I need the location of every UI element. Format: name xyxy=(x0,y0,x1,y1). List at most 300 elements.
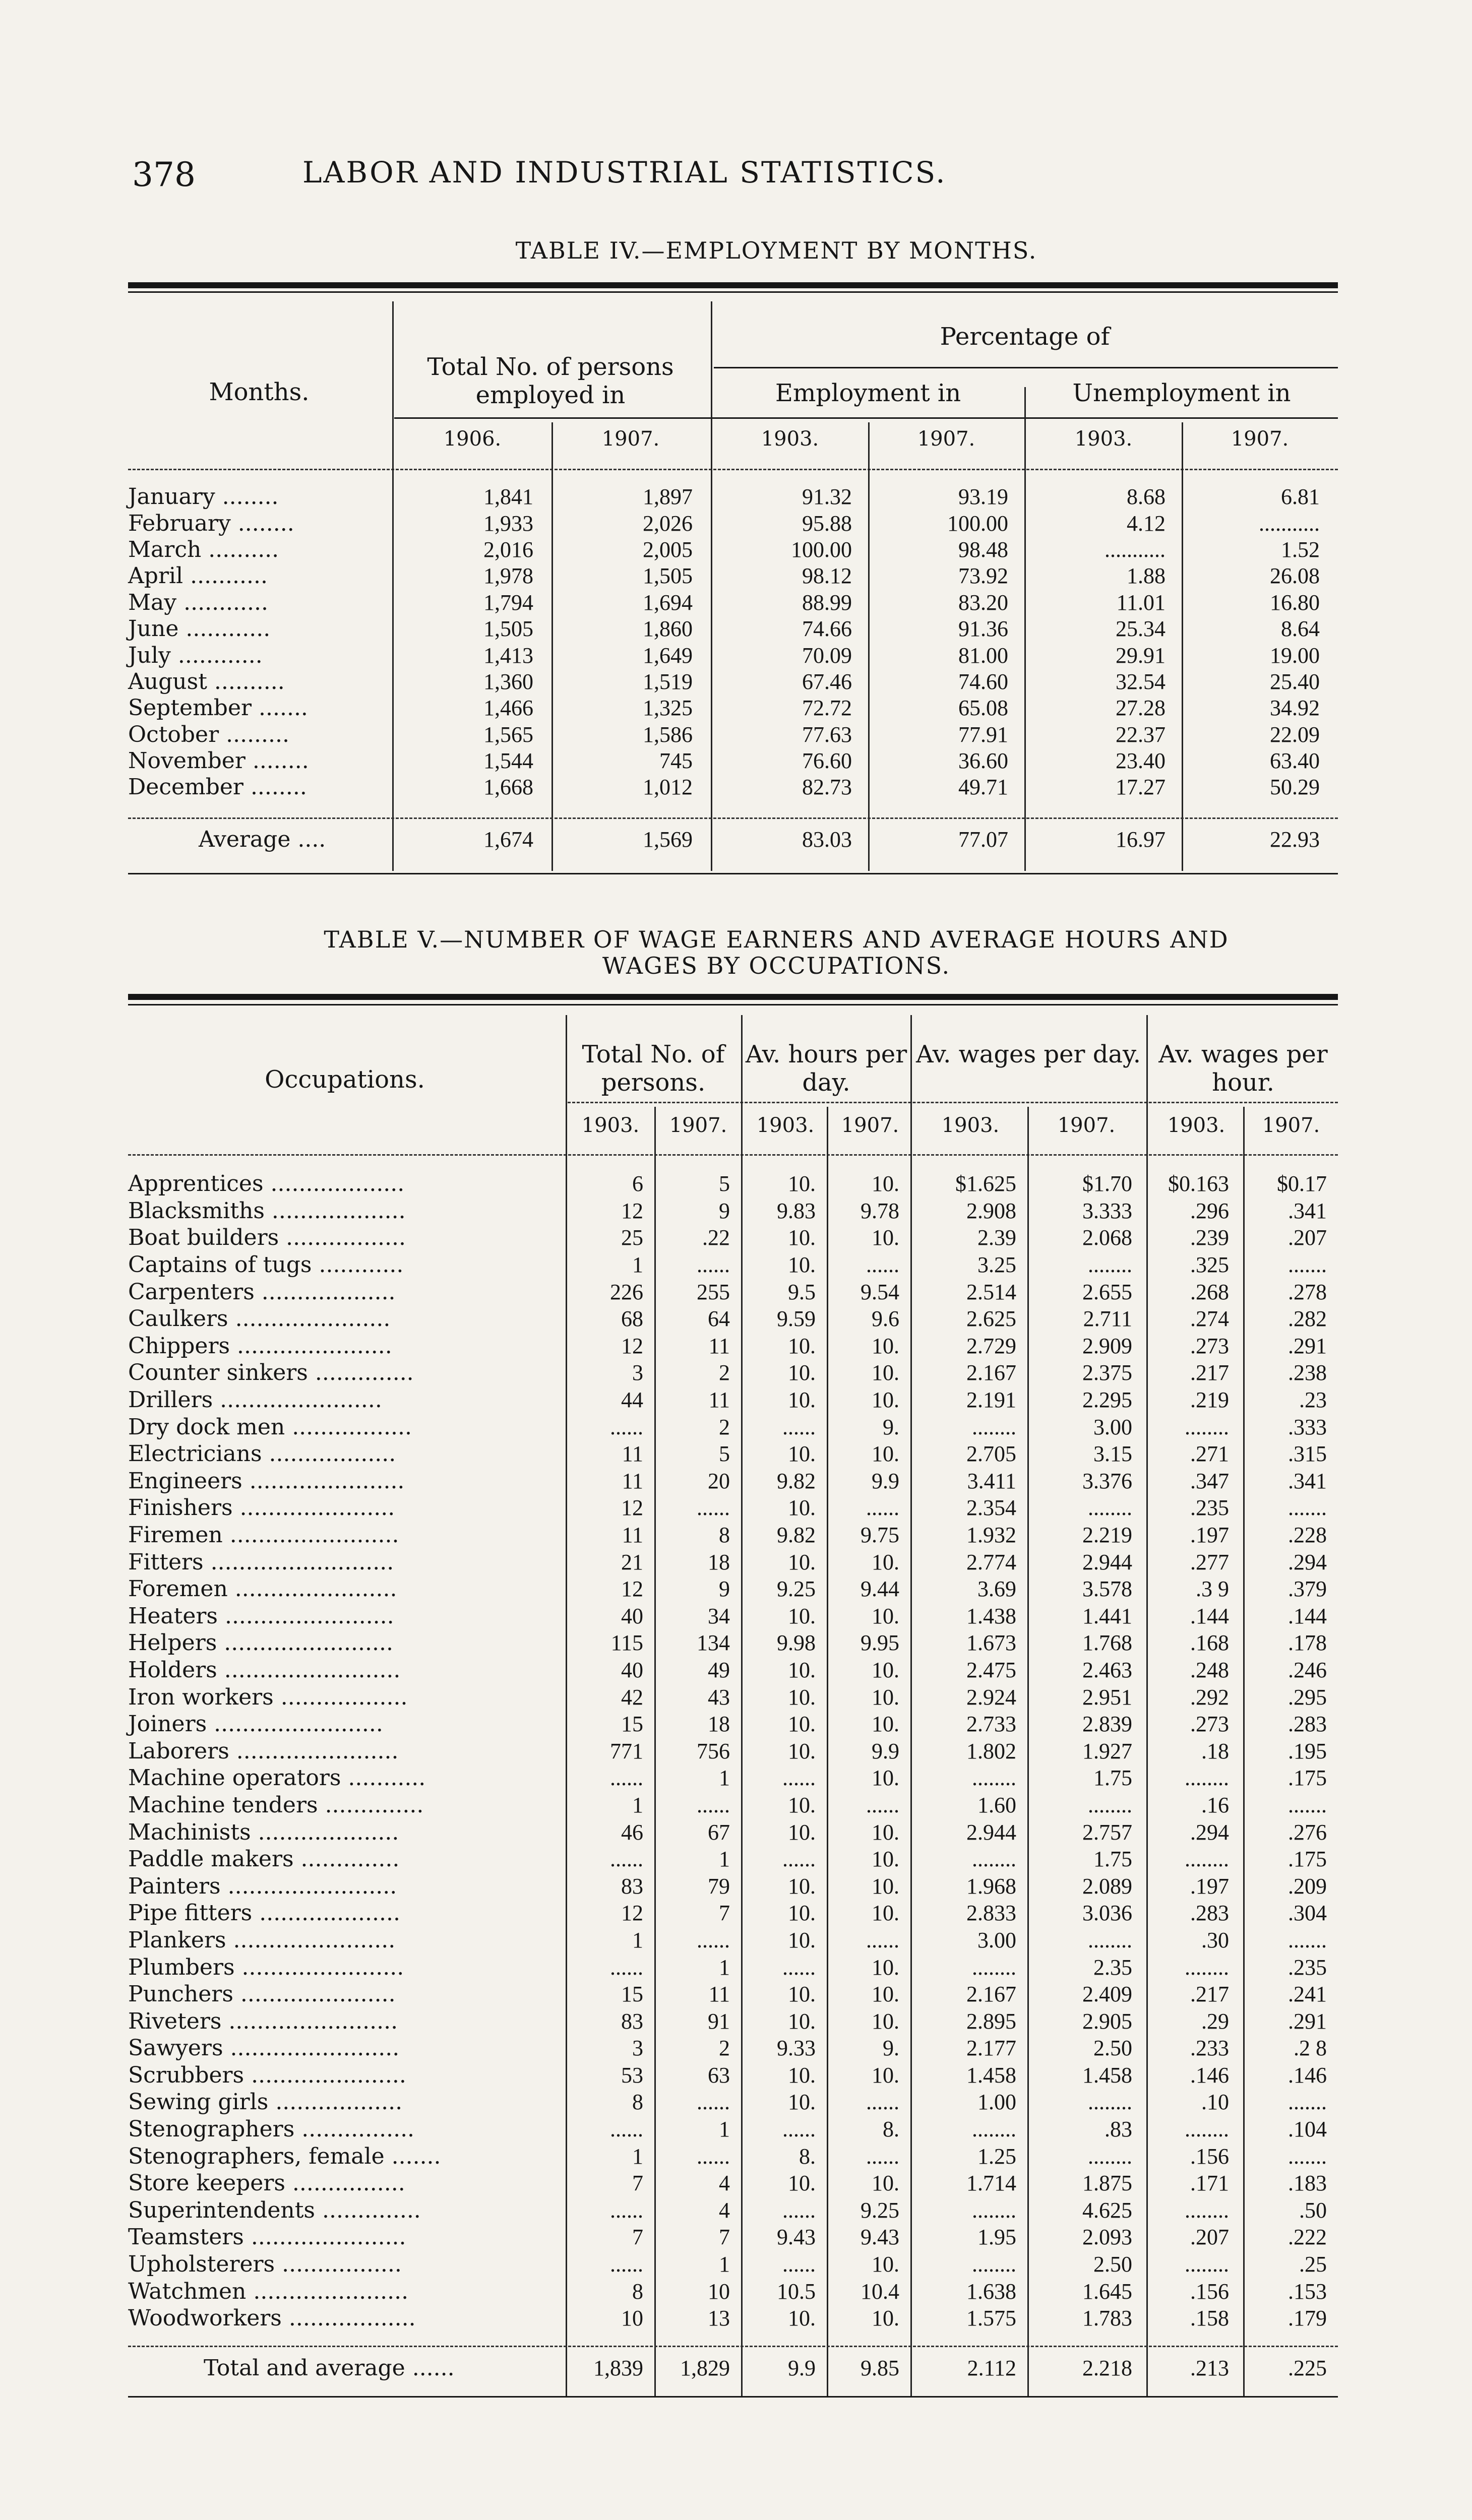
value-cell: 2.924 xyxy=(966,1684,1016,1710)
value-cell: 2.167 xyxy=(966,1360,1016,1385)
value-cell: 2.50 xyxy=(1093,2036,1132,2061)
table4-average-row xyxy=(128,827,1338,853)
table5-year-t1907: 1907. xyxy=(669,1114,727,1137)
value-cell: .276 xyxy=(1288,1819,1327,1845)
value-cell: 9.82 xyxy=(777,1468,816,1493)
value-cell: 7 xyxy=(719,1901,730,1926)
value-cell: .241 xyxy=(1288,1982,1327,2007)
value-cell: .29 xyxy=(1201,2008,1229,2034)
value-cell: 12 xyxy=(621,1495,643,1521)
value-cell: 2.409 xyxy=(1082,1982,1132,2007)
value-cell: 2.35 xyxy=(1093,1955,1132,1980)
value-cell: 10. xyxy=(872,1766,899,1791)
value-cell: .347 xyxy=(1190,1468,1229,1493)
value-cell: 1.00 xyxy=(977,2090,1016,2115)
table5-row xyxy=(128,1846,1338,1873)
table5-row xyxy=(128,1251,1338,1279)
value-cell: 10. xyxy=(788,1495,816,1521)
value-cell: 34 xyxy=(708,1603,730,1628)
value-cell: 8.64 xyxy=(1281,616,1320,642)
value-cell: 1,794 xyxy=(483,590,533,615)
value-cell: 1.768 xyxy=(1082,1630,1132,1656)
value-cell: 1.802 xyxy=(966,1738,1016,1763)
table5-row xyxy=(128,2197,1338,2224)
value-cell: .144 xyxy=(1288,1603,1327,1628)
occupation-label: Stenographers ................ xyxy=(128,2116,415,2143)
total-value: 2.218 xyxy=(1082,2356,1132,2381)
occupation-label: Plumbers ....................... xyxy=(128,1954,404,1980)
value-cell: 2.463 xyxy=(1082,1657,1132,1682)
total-value: 9.9 xyxy=(788,2356,816,2381)
occupation-label: Plankers ....................... xyxy=(128,1927,396,1953)
table5-row xyxy=(128,1198,1338,1225)
value-cell: 10. xyxy=(788,1873,816,1899)
value-cell: ........ xyxy=(972,2252,1016,2277)
value-cell: 11 xyxy=(708,1333,730,1358)
value-cell: 17.27 xyxy=(1116,775,1166,800)
value-cell: 771 xyxy=(610,1738,643,1763)
occupation-label: Carpenters ................... xyxy=(128,1279,396,1305)
value-cell: 2.167 xyxy=(966,1982,1016,2007)
value-cell: 100.00 xyxy=(791,537,852,562)
value-cell: 11 xyxy=(622,1468,643,1493)
value-cell: 1 xyxy=(719,1955,730,1980)
value-cell: 64 xyxy=(708,1306,730,1332)
value-cell: 10. xyxy=(872,1360,899,1385)
value-cell: 9.25 xyxy=(861,2197,899,2223)
value-cell: 93.19 xyxy=(958,484,1008,510)
value-cell: 10. xyxy=(872,2306,899,2331)
value-cell: 16.80 xyxy=(1270,590,1320,615)
table5-bottom-rule xyxy=(128,2396,1338,2398)
value-cell: 2 xyxy=(719,2036,730,2061)
value-cell: 1.575 xyxy=(966,2306,1016,2331)
value-cell: 11 xyxy=(708,1388,730,1413)
value-cell: 1.438 xyxy=(966,1603,1016,1628)
table4-header-total: Total No. of persons employed in xyxy=(427,353,674,409)
value-cell: 12 xyxy=(621,1577,643,1602)
value-cell: ........ xyxy=(1185,2252,1229,2277)
occupation-label: Heaters ........................ xyxy=(128,1603,394,1629)
value-cell: 1.25 xyxy=(977,2144,1016,2169)
value-cell: 63 xyxy=(708,2062,730,2088)
value-cell: 1.60 xyxy=(977,1792,1016,1817)
table5-header-bottom-rule xyxy=(128,1154,1338,1156)
value-cell: 3.333 xyxy=(1082,1198,1132,1223)
table5-year-h1907: 1907. xyxy=(841,1114,899,1137)
value-cell: 2.729 xyxy=(966,1333,1016,1358)
occupation-label: Paddle makers .............. xyxy=(128,1846,400,1872)
value-cell: ........ xyxy=(1185,1414,1229,1439)
value-cell: .235 xyxy=(1288,1955,1327,1980)
value-cell: ....... xyxy=(1288,2144,1327,2169)
value-cell: ........ xyxy=(1088,1927,1132,1952)
occupation-label: Fitters .......................... xyxy=(128,1549,394,1575)
value-cell: .273 xyxy=(1190,1333,1229,1358)
table5-row xyxy=(128,1737,1338,1765)
value-cell: 7 xyxy=(632,2171,643,2196)
value-cell: 10. xyxy=(872,1955,899,1980)
value-cell: 10. xyxy=(788,1657,816,1682)
month-label: August .......... xyxy=(128,668,285,695)
value-cell: .2 8 xyxy=(1294,2036,1327,2061)
value-cell: .207 xyxy=(1190,2225,1229,2250)
value-cell: 2.655 xyxy=(1082,1279,1132,1304)
table4-top-rule xyxy=(128,282,1338,288)
value-cell: 1 xyxy=(632,2144,643,2169)
value-cell: 10 xyxy=(621,2306,643,2331)
value-cell: 11 xyxy=(708,1982,730,2007)
value-cell: 10. xyxy=(872,1982,899,2007)
value-cell: .3 9 xyxy=(1196,1577,1229,1602)
table5-row xyxy=(128,1711,1338,1738)
value-cell: 1,586 xyxy=(643,722,693,747)
month-label: June ............ xyxy=(128,616,271,642)
value-cell: 3.15 xyxy=(1093,1441,1132,1467)
occupation-label: Finishers ...................... xyxy=(128,1495,395,1521)
table4-row xyxy=(128,510,1338,536)
value-cell: ...... xyxy=(610,2197,643,2223)
value-cell: ...... xyxy=(782,1955,816,1980)
value-cell: .295 xyxy=(1288,1684,1327,1710)
total-value: .225 xyxy=(1288,2356,1327,2381)
value-cell: .104 xyxy=(1288,2117,1327,2142)
table5-year-wd1903: 1903. xyxy=(941,1114,1000,1137)
value-cell: .197 xyxy=(1190,1873,1229,1899)
value-cell: 2.905 xyxy=(1082,2008,1132,2034)
value-cell: 1.75 xyxy=(1093,1766,1132,1791)
table5-year-wd1907: 1907. xyxy=(1057,1114,1116,1137)
value-cell: ...... xyxy=(782,1847,816,1872)
value-cell: .222 xyxy=(1288,2225,1327,2250)
value-cell: 1 xyxy=(719,1847,730,1872)
value-cell: .277 xyxy=(1190,1549,1229,1574)
value-cell: 1 xyxy=(719,1766,730,1791)
occupation-label: Superintendents .............. xyxy=(128,2197,421,2223)
value-cell: ...... xyxy=(866,1495,899,1521)
value-cell: 12 xyxy=(621,1901,643,1926)
value-cell: .274 xyxy=(1190,1306,1229,1332)
value-cell: 21 xyxy=(621,1549,643,1574)
value-cell: .341 xyxy=(1288,1198,1327,1223)
value-cell: 83 xyxy=(621,2008,643,2034)
value-cell: 26.08 xyxy=(1270,563,1320,589)
value-cell: 2,016 xyxy=(483,537,533,562)
occupation-label: Engineers ...................... xyxy=(128,1468,405,1494)
value-cell: 2.177 xyxy=(966,2036,1016,2061)
table5-row xyxy=(128,1387,1338,1414)
value-cell: 67 xyxy=(708,1819,730,1845)
value-cell: 10. xyxy=(872,1603,899,1628)
value-cell: 10. xyxy=(788,2306,816,2331)
total-value: 1,829 xyxy=(680,2356,730,2381)
value-cell: 745 xyxy=(659,748,693,774)
value-cell: 15 xyxy=(621,1982,643,2007)
value-cell: .144 xyxy=(1190,1603,1229,1628)
occupation-label: Machine tenders .............. xyxy=(128,1792,424,1818)
value-cell: .296 xyxy=(1190,1198,1229,1223)
value-cell: .153 xyxy=(1288,2279,1327,2304)
average-value: 22.93 xyxy=(1270,827,1320,852)
value-cell: .175 xyxy=(1288,1766,1327,1791)
total-label: Total and average ...... xyxy=(204,2355,455,2381)
table4-year-u1907: 1907. xyxy=(1231,427,1289,451)
table5-top-rule-2 xyxy=(128,1004,1338,1005)
value-cell: 3 xyxy=(632,2036,643,2061)
table4-row xyxy=(128,669,1338,695)
table5-row xyxy=(128,1900,1338,1927)
month-label: May ............ xyxy=(128,589,268,615)
table5-row xyxy=(128,1440,1338,1468)
value-cell: 12 xyxy=(621,1333,643,1358)
occupation-label: Holders ......................... xyxy=(128,1657,401,1683)
value-cell: 3.411 xyxy=(967,1468,1016,1493)
value-cell: 10. xyxy=(872,1873,899,1899)
value-cell: 2.839 xyxy=(1082,1712,1132,1737)
value-cell: ....... xyxy=(1288,1495,1327,1521)
value-cell: 8. xyxy=(883,2117,899,2142)
table5-row xyxy=(128,1792,1338,1819)
value-cell: ...... xyxy=(782,1766,816,1791)
month-label: March .......... xyxy=(128,536,279,562)
occupation-label: Sawyers ........................ xyxy=(128,2035,400,2061)
value-cell: ...... xyxy=(782,1414,816,1439)
value-cell: .292 xyxy=(1190,1684,1229,1710)
value-cell: ........ xyxy=(972,1847,1016,1872)
value-cell: 3.00 xyxy=(1093,1414,1132,1439)
value-cell: 10. xyxy=(872,2062,899,2088)
value-cell: 13 xyxy=(708,2306,730,2331)
table4-row xyxy=(128,774,1338,800)
value-cell: 1,413 xyxy=(483,643,533,668)
value-cell: 8.68 xyxy=(1127,484,1166,510)
value-cell: 1.441 xyxy=(1082,1603,1132,1628)
value-cell: ........ xyxy=(972,2197,1016,2223)
value-cell: .178 xyxy=(1288,1630,1327,1656)
value-cell: 22.37 xyxy=(1116,722,1166,747)
table5-header-total: Total No. of persons. xyxy=(582,1040,725,1097)
value-cell: 10. xyxy=(872,2171,899,2196)
value-cell: 10. xyxy=(788,1333,816,1358)
occupation-label: Foremen ....................... xyxy=(128,1576,397,1602)
occupation-label: Store keepers ................ xyxy=(128,2170,405,2196)
value-cell: 25 xyxy=(621,1225,643,1250)
table5-row xyxy=(128,1494,1338,1522)
value-cell: 10. xyxy=(788,1441,816,1467)
value-cell: 255 xyxy=(697,1279,730,1304)
value-cell: 74.66 xyxy=(802,616,852,642)
value-cell: .209 xyxy=(1288,1873,1327,1899)
table4-row xyxy=(128,616,1338,642)
table5-total xyxy=(128,2355,1338,2382)
value-cell: 10. xyxy=(788,1171,816,1196)
value-cell: 3.69 xyxy=(977,1577,1016,1602)
value-cell: .146 xyxy=(1190,2062,1229,2088)
value-cell: ...... xyxy=(782,2252,816,2277)
page-number: 378 xyxy=(132,155,196,194)
table4-body xyxy=(128,484,1338,801)
value-cell: 115 xyxy=(610,1630,643,1656)
table5-row xyxy=(128,2116,1338,2143)
table4-bottom-rule xyxy=(128,873,1338,874)
value-cell: 49 xyxy=(708,1657,730,1682)
value-cell: 68 xyxy=(621,1306,643,1332)
table5-row xyxy=(128,1170,1338,1198)
occupation-label: Helpers ........................ xyxy=(128,1630,393,1656)
value-cell: 23.40 xyxy=(1116,748,1166,774)
value-cell: 3.376 xyxy=(1082,1468,1132,1493)
table4-row xyxy=(128,484,1338,510)
occupation-label: Watchmen ...................... xyxy=(128,2278,409,2304)
value-cell: 1.645 xyxy=(1082,2279,1132,2304)
table4-row xyxy=(128,722,1338,748)
value-cell: ........ xyxy=(1088,1792,1132,1817)
table5-row xyxy=(128,1872,1338,1900)
value-cell: 10. xyxy=(788,1388,816,1413)
occupation-label: Boat builders ................. xyxy=(128,1225,406,1251)
value-cell: .10 xyxy=(1201,2090,1229,2115)
value-cell: 1.932 xyxy=(966,1523,1016,1548)
value-cell: .379 xyxy=(1288,1577,1327,1602)
value-cell: 10. xyxy=(872,1333,899,1358)
running-title: LABOR AND INDUSTRIAL STATISTICS. xyxy=(302,155,947,190)
value-cell: ....... xyxy=(1288,1792,1327,1817)
value-cell: 9.98 xyxy=(777,1630,816,1656)
value-cell: .268 xyxy=(1190,1279,1229,1304)
value-cell: ...... xyxy=(697,2144,730,2169)
value-cell: 2.39 xyxy=(977,1225,1016,1250)
value-cell: 46 xyxy=(621,1819,643,1845)
value-cell: 65.08 xyxy=(958,696,1008,721)
value-cell: 3.036 xyxy=(1082,1901,1132,1926)
table5-row xyxy=(128,1333,1338,1360)
month-label: January ........ xyxy=(128,484,279,510)
table5-top-rule xyxy=(128,994,1338,1000)
value-cell: 10. xyxy=(872,1684,899,1710)
value-cell: 9.83 xyxy=(777,1198,816,1223)
table4-row xyxy=(128,563,1338,589)
table4-header-employment: Employment in xyxy=(775,379,961,407)
value-cell: 2,026 xyxy=(643,511,693,536)
value-cell: 10. xyxy=(872,1847,899,1872)
value-cell: .325 xyxy=(1190,1252,1229,1278)
value-cell: .248 xyxy=(1190,1657,1229,1682)
value-cell: ...... xyxy=(610,2117,643,2142)
value-cell: ........ xyxy=(972,1955,1016,1980)
value-cell: .171 xyxy=(1190,2171,1229,2196)
value-cell: 1.458 xyxy=(966,2062,1016,2088)
value-cell: 100.00 xyxy=(947,511,1008,536)
value-cell: .283 xyxy=(1288,1712,1327,1737)
value-cell: 2.375 xyxy=(1082,1360,1132,1385)
value-cell: 10 xyxy=(708,2279,730,2304)
value-cell: 95.88 xyxy=(802,511,852,536)
value-cell: 10. xyxy=(788,1603,816,1628)
value-cell: 10. xyxy=(872,1171,899,1196)
value-cell: 10. xyxy=(788,2062,816,2088)
occupation-label: Teamsters ...................... xyxy=(128,2224,406,2250)
value-cell: .283 xyxy=(1190,1901,1229,1926)
value-cell: .238 xyxy=(1288,1360,1327,1385)
table5-row xyxy=(128,1522,1338,1549)
value-cell: 9.9 xyxy=(872,1468,899,1493)
value-cell: 2.833 xyxy=(966,1901,1016,1926)
value-cell: 6.81 xyxy=(1281,484,1320,510)
table4-year-e1903: 1903. xyxy=(761,427,819,451)
table4-header-bottom-rule xyxy=(128,469,1338,470)
value-cell: 7 xyxy=(719,2225,730,2250)
value-cell: .239 xyxy=(1190,1225,1229,1250)
table5-row xyxy=(128,2089,1338,2116)
value-cell: 1,325 xyxy=(643,696,693,721)
value-cell: 77.63 xyxy=(802,722,852,747)
value-cell: 134 xyxy=(697,1630,730,1656)
value-cell: 2.944 xyxy=(966,1819,1016,1845)
value-cell: 10. xyxy=(788,1927,816,1952)
value-cell: 40 xyxy=(621,1603,643,1628)
value-cell: 1.673 xyxy=(966,1630,1016,1656)
value-cell: 12 xyxy=(621,1198,643,1223)
value-cell: .294 xyxy=(1288,1549,1327,1574)
value-cell: .146 xyxy=(1288,2062,1327,2088)
table5-row xyxy=(128,2224,1338,2251)
value-cell: 10. xyxy=(788,1738,816,1763)
occupation-label: Chippers ...................... xyxy=(128,1333,392,1359)
value-cell: 9. xyxy=(883,2036,899,2061)
value-cell: 9.25 xyxy=(777,1577,816,1602)
value-cell: ........ xyxy=(1185,1766,1229,1791)
value-cell: 9.82 xyxy=(777,1523,816,1548)
month-label: September ....... xyxy=(128,695,308,721)
value-cell: 1.52 xyxy=(1281,537,1320,562)
occupation-label: Dry dock men ................. xyxy=(128,1414,412,1440)
value-cell: $0.163 xyxy=(1168,1171,1229,1196)
value-cell: 50.29 xyxy=(1270,775,1320,800)
value-cell: .183 xyxy=(1288,2171,1327,2196)
value-cell: 20 xyxy=(708,1468,730,1493)
value-cell: 756 xyxy=(697,1738,730,1763)
value-cell: 1.75 xyxy=(1093,1847,1132,1872)
value-cell: 2.50 xyxy=(1093,2252,1132,2277)
value-cell: .315 xyxy=(1288,1441,1327,1467)
value-cell: 2.191 xyxy=(966,1388,1016,1413)
value-cell: .156 xyxy=(1190,2144,1229,2169)
value-cell: .273 xyxy=(1190,1712,1229,1737)
value-cell: 4 xyxy=(719,2171,730,2196)
table5-year-t1903: 1903. xyxy=(581,1114,640,1137)
value-cell: 79 xyxy=(708,1873,730,1899)
value-cell: ........... xyxy=(1259,511,1320,536)
value-cell: 2.093 xyxy=(1082,2225,1132,2250)
occupation-label: Apprentices ................... xyxy=(128,1171,405,1197)
value-cell: 18 xyxy=(708,1549,730,1574)
value-cell: 10. xyxy=(872,1225,899,1250)
value-cell: ...... xyxy=(866,1927,899,1952)
value-cell: ........ xyxy=(1088,2090,1132,2115)
value-cell: .235 xyxy=(1190,1495,1229,1521)
value-cell: .304 xyxy=(1288,1901,1327,1926)
value-cell: 1.714 xyxy=(966,2171,1016,2196)
occupation-label: Firemen ........................ xyxy=(128,1522,399,1548)
occupation-label: Riveters ........................ xyxy=(128,2008,398,2034)
table5-row xyxy=(128,1981,1338,2008)
value-cell: 1,565 xyxy=(483,722,533,747)
table5-year-wh1903: 1903. xyxy=(1167,1114,1225,1137)
value-cell: 226 xyxy=(610,1279,643,1304)
value-cell: .233 xyxy=(1190,2036,1229,2061)
average-value: 1,569 xyxy=(643,827,693,852)
table5-row xyxy=(128,1305,1338,1333)
